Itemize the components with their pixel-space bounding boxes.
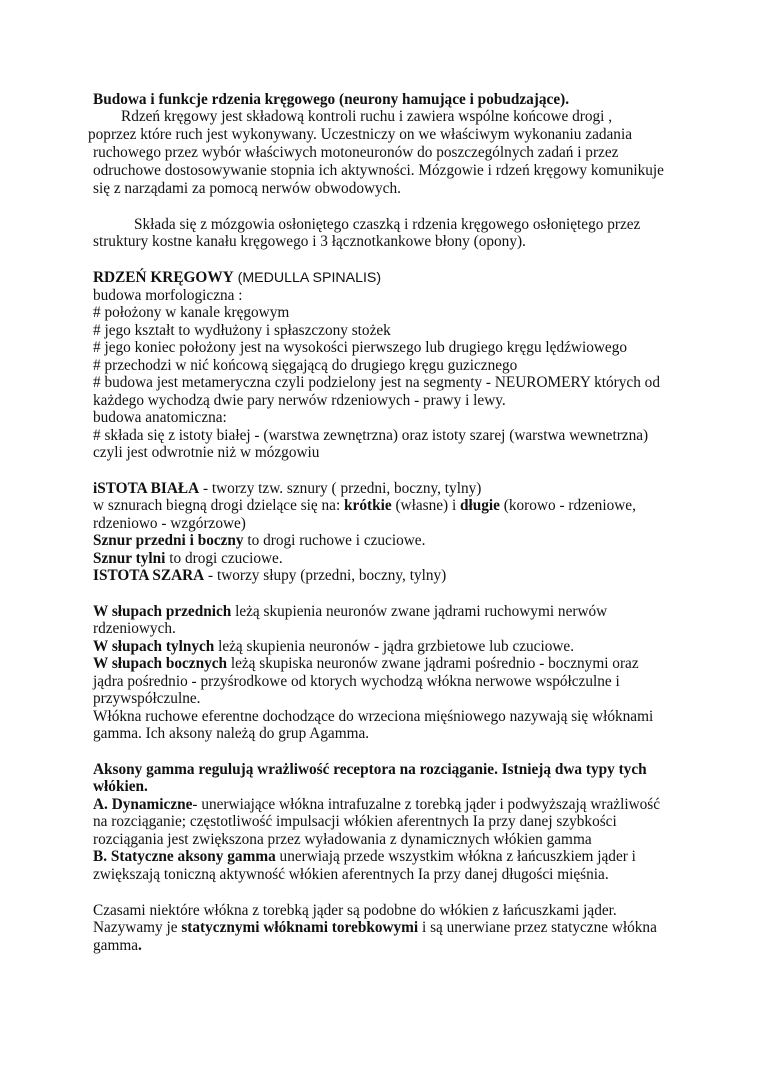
document-title: Budowa i funkcje rdzenia kręgowego (neurony hamujące i pobudzające). [93,91,570,108]
intro-line: odruchowe dostosowywanie stopnia ich aktywności. Mózgowie i rdzeń kręgowy komunikuje [93,162,664,179]
white-matter-line: Sznur tylni to drogi czuciowe. [93,550,283,567]
closing-line: Czasami niektóre włókna z torebką jąder są podobne do włókien z łańcuszkami jąder. [93,902,617,919]
morph-line: # jego koniec położony jest na wysokości pierwszego lub drugiego kręgu lędźwiowego [93,339,627,356]
morph-line: # jego kształt to wydłużony i spłaszczony stożek [93,322,391,339]
morph-line: budowa anatomiczna: [93,409,227,426]
gray-matter-heading: ISTOTA SZARA - tworzy słupy (przedni, boczny, tylny) [93,567,447,584]
intro-line: się z narządami za pomocą nerwów obwodowych. [93,180,401,197]
morph-line: # przechodzi w nić końcową sięgającą do drugiego kręgu guzicznego [93,357,518,374]
gamma-heading: Aksony gamma regulują wrażliwość receptora na rozciąganie. Istnieją dwa typy tych [93,761,647,778]
morph-line: każdego wychodzą dwie pary nerwów rdzeniowych - prawy i lewy. [93,392,506,409]
columns-line: rdzeniowych. [93,620,176,637]
columns-line: Włókna ruchowe eferentne dochodzące do wrzeciona mięśniowego nazywają się włóknami [93,708,654,725]
closing-line: Nazywamy je statycznymi włóknami torebkowymi i są unerwiane przez statyczne włókna [93,919,657,936]
rdzen-heading [93,269,381,287]
white-matter-heading: iSTOTA BIAŁA - tworzy tzw. sznury ( przedni, boczny, tylny) [93,480,482,497]
gamma-line: B. Statyczne aksony gamma unerwiają przede wszystkim włókna z łańcuszkiem jąder i [93,848,636,865]
rdzen-heading-latin: (MEDULLA SPINALIS) [233,270,382,286]
closing-line: gamma. [93,937,142,954]
morph-line: czyli jest odwrotnie niż w mózgowiu [93,444,320,461]
morph-line: # położony w kanale kręgowym [93,304,290,321]
gamma-line: rozciągania jest zwiększona przez wyładowania z dynamicznych włókien gamma [93,831,592,848]
structure-line: struktury kostne kanału kręgowego i 3 łącznotkankowe błony (opony). [93,233,526,250]
white-matter-line: Sznur przedni i boczny to drogi ruchowe i czuciowe. [93,532,426,549]
columns-line: W słupach tylnych leżą skupienia neuronów - jądra grzbietowe lub czuciowe. [93,638,575,655]
columns-line: przywspółczulne. [93,690,201,707]
rdzen-heading-bold: RDZEŃ KRĘGOWY [93,269,234,286]
intro-line: poprzez które ruch jest wykonywany. Uczestniczy on we właściwym wykonaniu zadania [88,126,632,143]
columns-line: W słupach przednich leżą skupienia neuronów zwane jądrami ruchowymi nerwów [93,603,608,620]
morph-line: # składa się z istoty białej - (warstwa zewnętrzna) oraz istoty szarej (warstwa wewnetrzna) [93,427,649,444]
gamma-line: na rozciąganie; częstotliwość impulsacji włókien aferentnych Ia przy danej szybkości [93,813,617,830]
structure-line: Składa się z mózgowia osłoniętego czaszką i rdzenia kręgowego osłoniętego przez [134,216,641,233]
white-matter-line: rdzeniowo - wzgórzowe) [93,515,246,532]
morph-line: budowa morfologiczna : [93,287,243,304]
gamma-heading: włókien. [93,778,148,795]
intro-line: Rdzeń kręgowy jest składową kontroli ruchu i zawiera wspólne końcowe drogi , [121,108,613,125]
white-matter-line: w sznurach biegną drogi dzielące się na: krótkie (własne) i długie (korowo - rdzeniowe, [93,497,636,514]
gamma-line: zwiększają toniczną aktywność włókien aferentnych Ia przy danej długości mięśnia. [93,866,609,883]
columns-line: W słupach bocznych leżą skupiska neuronów zwane jądrami pośrednio - bocznymi oraz [93,655,639,672]
gamma-line: A. Dynamiczne- unerwiające włókna intrafuzalne z torebką jąder i podwyższają wrażliwość [93,796,661,813]
columns-line: gamma. Ich aksony należą do grup Agamma. [93,725,370,742]
columns-line: jądra pośrednio - przyśrodkowe od ktorych wychodzą włókna nerwowe współczulne i [93,673,620,690]
morph-line: # budowa jest metameryczna czyli podzielony jest na segmenty - NEUROMERY których od [93,374,660,391]
intro-line: ruchowego przez wybór właściwych motoneuronów do poszczególnych zadań i przez [93,144,619,161]
